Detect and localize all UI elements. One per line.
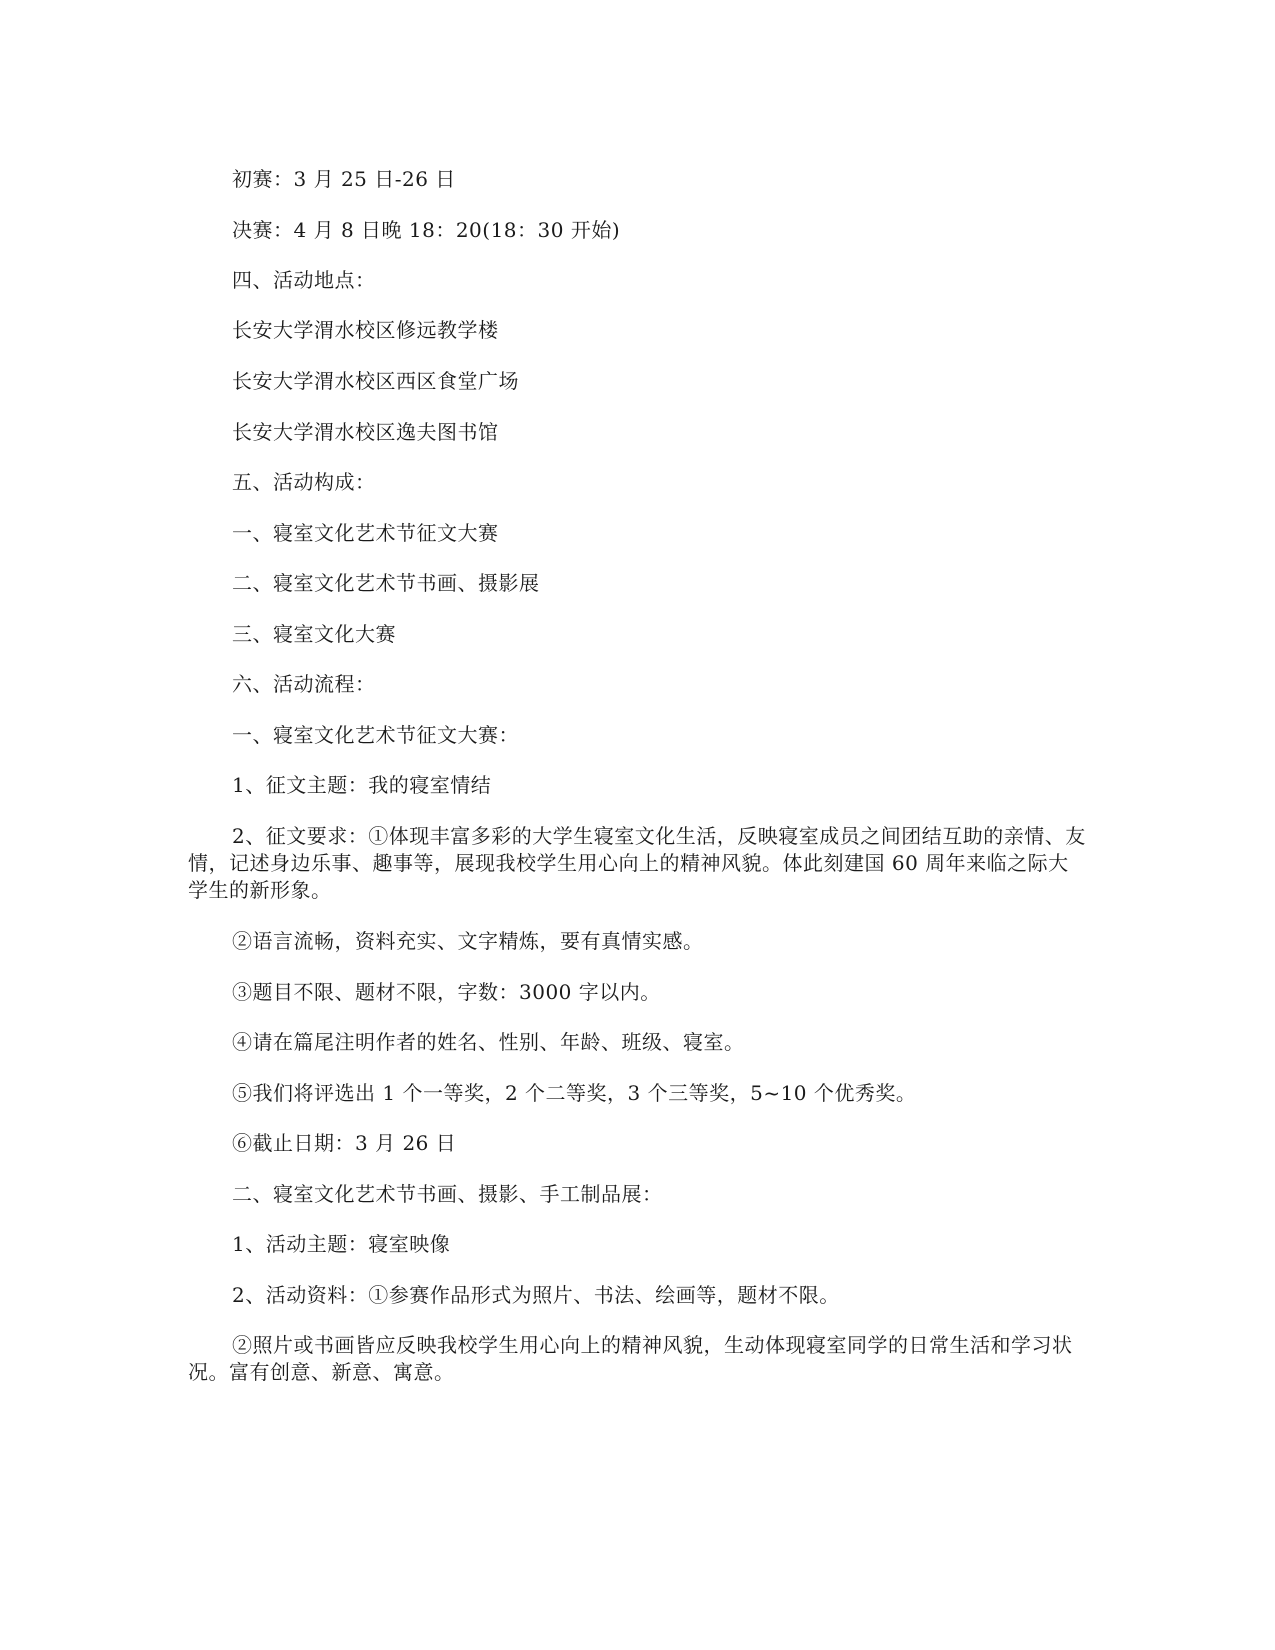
- paragraph-essay-requirements: 2、征文要求：①体现丰富多彩的大学生寝室文化生活，反映寝室成员之间团结互助的亲情、友情，记述身边乐事、趣事等，展现我校学生用心向上的精神风貌。体此刻建国 60 周年来临之际大学生的新形象。: [188, 824, 1086, 902]
- paragraph-requirement-5: ⑤我们将评选出 1 个一等奖，2 个二等奖，3 个三等奖，5~10 个优秀奖。: [232, 1081, 917, 1105]
- paragraph-requirement-3: ③题目不限、题材不限，字数：3000 字以内。: [232, 980, 661, 1004]
- heading-exhibition: 二、寝室文化艺术节书画、摄影、手工制品展：: [232, 1182, 663, 1206]
- paragraph-exhibition-materials: 2、活动资料：①参赛作品形式为照片、书法、绘画等，题材不限。: [232, 1283, 840, 1307]
- paragraph-venue-1: 长安大学渭水校区修远教学楼: [232, 318, 499, 342]
- paragraph-final-date: 决赛：4 月 8 日晚 18：20(18：30 开始): [232, 218, 621, 242]
- paragraph-venue-3: 长安大学渭水校区逸夫图书馆: [232, 420, 499, 444]
- paragraph-requirement-2: ②语言流畅，资料充实、文字精炼，要有真情实感。: [232, 929, 704, 953]
- paragraph-component-3: 三、寝室文化大赛: [232, 622, 396, 646]
- paragraph-exhibition-requirement-2: ②照片或书画皆应反映我校学生用心向上的精神风貌，生动体现寝室同学的日常生活和学习状况。富有创意、新意、寓意。: [188, 1333, 1073, 1384]
- paragraph-component-1: 一、寝室文化艺术节征文大赛: [232, 521, 499, 545]
- paragraph-venue-2: 长安大学渭水校区西区食堂广场: [232, 369, 519, 393]
- paragraph-essay-theme: 1、征文主题：我的寝室情结: [232, 773, 492, 797]
- paragraph-component-2: 二、寝室文化艺术节书画、摄影展: [232, 571, 540, 595]
- heading-composition: 五、活动构成：: [232, 470, 376, 494]
- heading-essay-contest: 一、寝室文化艺术节征文大赛：: [232, 723, 519, 747]
- heading-process: 六、活动流程：: [232, 672, 376, 696]
- paragraph-requirement-4: ④请在篇尾注明作者的姓名、性别、年龄、班级、寝室。: [232, 1030, 745, 1054]
- paragraph-exhibition-theme: 1、活动主题：寝室映像: [232, 1232, 451, 1256]
- heading-venue: 四、活动地点：: [232, 268, 376, 292]
- paragraph-requirement-6: ⑥截止日期：3 月 26 日: [232, 1131, 457, 1155]
- paragraph-preliminary-date: 初赛：3 月 25 日-26 日: [232, 167, 456, 191]
